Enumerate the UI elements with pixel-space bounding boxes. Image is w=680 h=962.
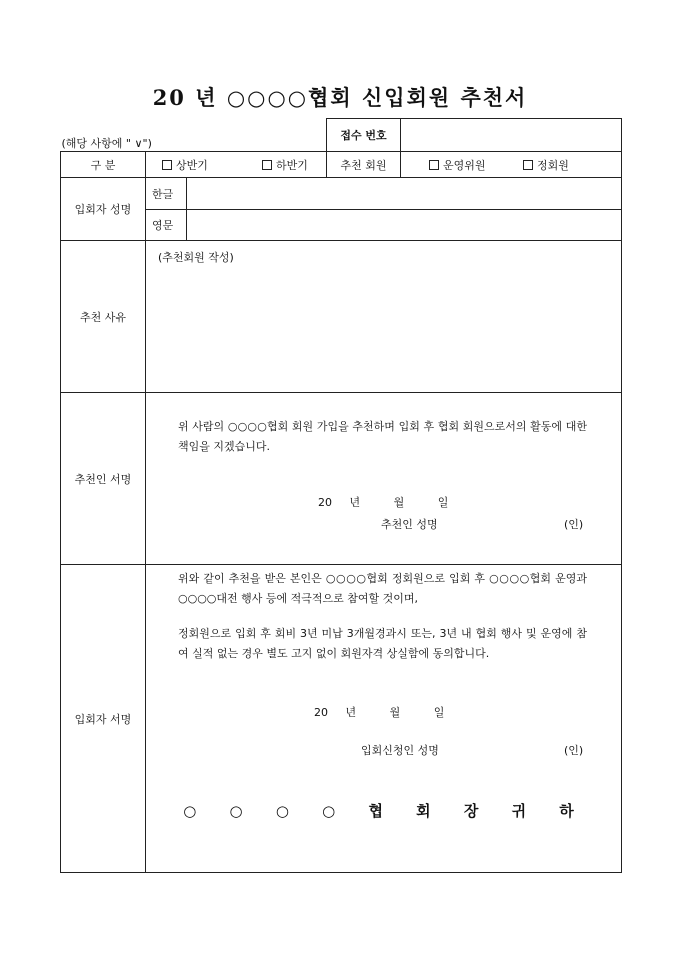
recommender-name-line — [146, 516, 621, 532]
applicant-sign-cell — [146, 565, 622, 873]
second-half-option[interactable]: 하반기 — [262, 157, 308, 173]
recommender-sign-cell — [146, 393, 622, 565]
committee-checkbox[interactable] — [429, 160, 439, 170]
recommender-date — [146, 494, 621, 510]
form-title: 20 년 ○○○○협회 신입회원 추천서 — [152, 85, 528, 110]
reason-label: 추천 사유 — [61, 241, 146, 393]
recommender-name-label: 추천인 성명 — [381, 518, 438, 531]
recommend-member-label: 추천 회원 — [327, 152, 401, 178]
korean-name-label: 한글 — [146, 178, 187, 210]
category-label: 구 분 — [61, 152, 146, 178]
recommender-date-year-unit: 년 — [349, 496, 361, 509]
applicant-date-month-unit: 월 — [389, 706, 401, 719]
applicant-name-line — [146, 742, 621, 758]
recommender-date-month-unit: 월 — [393, 496, 405, 509]
first-half-checkbox[interactable] — [162, 160, 172, 170]
applicant-name-label: 입회신청인 성명 — [361, 744, 439, 757]
recommender-statement: 위 사람의 ○○○○협회 회원 가입을 추천하며 입회 후 협회 회원으로서의 활동에 대한 책임을 지겠습니다. — [178, 420, 587, 453]
committee-option[interactable]: 운영위원 — [429, 157, 523, 173]
recommender-sign-label: 추천인 서명 — [61, 393, 146, 565]
regular-member-option[interactable]: 정회원 — [523, 157, 569, 173]
first-half-option[interactable]: 상반기 — [162, 157, 262, 173]
note-cell — [61, 119, 327, 152]
receipt-number-label: 접수 번호 — [327, 119, 401, 152]
recommender-seal[interactable]: (인) — [564, 518, 584, 531]
applicant-statement-2: 정회원으로 입회 후 회비 3년 미납 3개월경과시 또는, 3년 내 협회 행사 및 운영에 참여 실적 없는 경우 별도 고지 없이 회원자격 상실함에 동의합니다. — [178, 627, 587, 660]
receipt-number-field[interactable] — [401, 119, 622, 152]
second-half-checkbox[interactable] — [262, 160, 272, 170]
addressee-line: ○ ○ ○ ○ 협 회 장 귀 하 — [183, 802, 584, 820]
applicant-statement-1: 위와 같이 추천을 받은 본인은 ○○○○협회 정회원으로 입회 후 ○○○○협회 운영과 ○○○○대전 행사 등에 적극적으로 참여할 것이며, — [178, 572, 587, 605]
regular-member-checkbox[interactable] — [523, 160, 533, 170]
korean-name-field[interactable] — [187, 178, 622, 210]
recommender-date-day-unit: 일 — [437, 496, 449, 509]
applicant-seal[interactable]: (인) — [564, 744, 584, 757]
english-name-field[interactable] — [187, 210, 622, 241]
half-options-cell — [146, 152, 327, 178]
applicant-date-year-unit: 년 — [345, 706, 357, 719]
applicant-date — [146, 704, 621, 720]
applicant-sign-label: 입회자 서명 — [61, 565, 146, 873]
member-type-cell — [401, 152, 622, 178]
applicant-name-label: 입회자 성명 — [61, 178, 146, 241]
reason-hint: (추천회원 작성) — [158, 251, 234, 264]
recommendation-form — [60, 118, 622, 873]
applicant-date-year: 20 — [314, 706, 328, 719]
english-name-label: 영문 — [146, 210, 187, 241]
check-note: (해당 사항에 " ∨") — [61, 136, 152, 150]
reason-field[interactable] — [146, 241, 622, 393]
recommender-date-year: 20 — [318, 496, 332, 509]
applicant-date-day-unit: 일 — [433, 706, 445, 719]
